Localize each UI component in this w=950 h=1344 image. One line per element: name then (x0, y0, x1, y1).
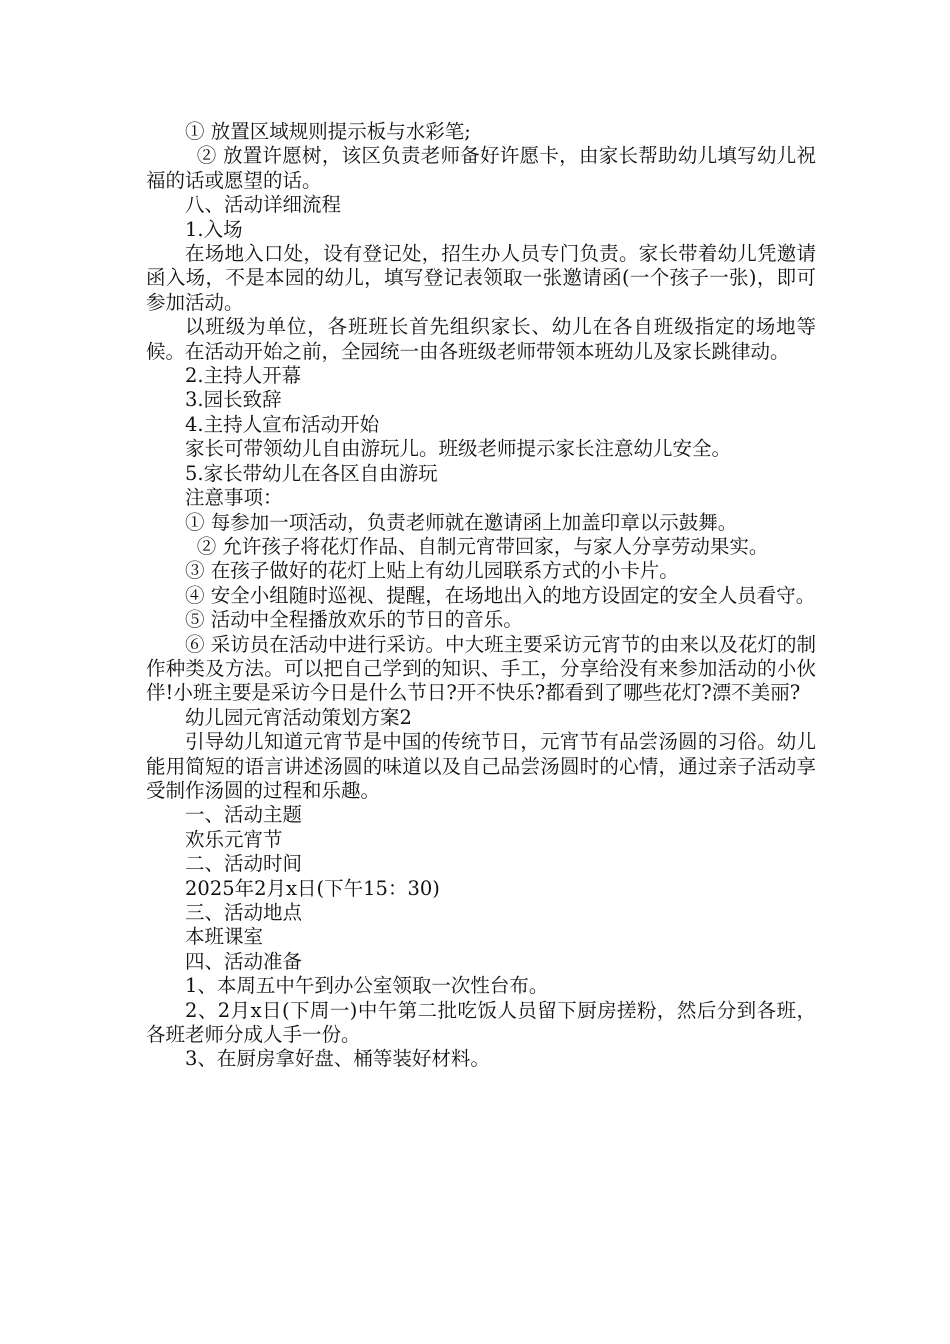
paragraph: 以班级为单位，各班班长首先组织家长、幼儿在各自班级指定的场地等候。在活动开始之前，全园统一由各班级老师带领本班幼儿及家长跳律动。 (146, 315, 816, 363)
list-item: ⑥ 采访员在活动中进行采访。中大班主要采访元宵节的由来以及花灯的制作种类及方法。可以把自己学到的知识、手工，分享给没有来参加活动的小伙伴!小班主要是采访今日是什么节日?开不快乐?都看到了哪些花灯?漂不美丽? (146, 632, 816, 705)
list-item: ③ 在孩子做好的花灯上贴上有幼儿园联系方式的小卡片。 (185, 559, 679, 583)
paragraph: 在场地入口处，设有登记处，招生办人员专门负责。家长带着幼儿凭邀请函入场，不是本园的幼儿，填写登记表领取一张邀请函(一个孩子一张)，即可参加活动。 (146, 242, 816, 314)
sub-heading: 1.入场 (185, 217, 243, 241)
paragraph: 引导幼儿知道元宵节是中国的传统节日，元宵节有品尝汤圆的习俗。幼儿能用简短的语言讲述汤圆的味道以及自己品尝汤圆时的心情，通过亲子活动享受制作汤圆的过程和乐趣。 (146, 730, 816, 802)
paragraph: 家长可带领幼儿自由游玩儿。班级老师提示家长注意幼儿安全。 (185, 437, 732, 461)
list-item: 3、在厨房拿好盘、桶等装好材料。 (185, 1047, 490, 1071)
list-item: ⑤ 活动中全程播放欢乐的节日的音乐。 (185, 608, 523, 632)
sub-heading: 2.主持人开幕 (185, 364, 302, 388)
list-item: 1、本周五中午到办公室领取一次性台布。 (185, 974, 549, 998)
section-heading: 四、活动准备 (185, 949, 303, 973)
paragraph: 欢乐元宵节 (185, 827, 283, 851)
list-item: ④ 安全小组随时巡视、提醒，在场地出入的地方设固定的安全人员看守。 (185, 583, 816, 607)
sub-heading: 4.主持人宣布活动开始 (185, 412, 380, 436)
paragraph: 本班课室 (185, 925, 264, 949)
section-heading: 一、活动主题 (185, 803, 303, 827)
paragraph: ① 放置区域规则提示板与水彩笔; (185, 120, 471, 143)
paragraph: ② 放置许愿树，该区负责老师备好许愿卡，由家长帮助幼儿填写幼儿祝福的话或愿望的话。 (146, 144, 816, 192)
document-body (146, 120, 816, 1072)
paragraph: 注意事项： (185, 486, 283, 510)
section-heading: 三、活动地点 (185, 901, 303, 924)
sub-heading: 5.家长带幼儿在各区自由游玩 (185, 461, 438, 485)
section-heading: 八、活动详细流程 (185, 193, 342, 217)
list-item: 2、2月x日(下周一)中午第二批吃饭人员留下厨房搓粉，然后分到各班，各班老师分成人手一份。 (146, 998, 816, 1047)
sub-heading: 3.园长致辞 (185, 388, 282, 412)
document-title: 幼儿园元宵活动策划方案2 (185, 705, 412, 729)
list-item: ② 允许孩子将花灯作品、自制元宵带回家，与家人分享劳动果实。 (196, 534, 769, 558)
list-item: ① 每参加一项活动，负责老师就在邀请函上加盖印章以示鼓舞。 (185, 510, 738, 534)
section-heading: 二、活动时间 (185, 852, 303, 876)
paragraph: 2025年2月x日(下午15：30) (185, 876, 440, 900)
